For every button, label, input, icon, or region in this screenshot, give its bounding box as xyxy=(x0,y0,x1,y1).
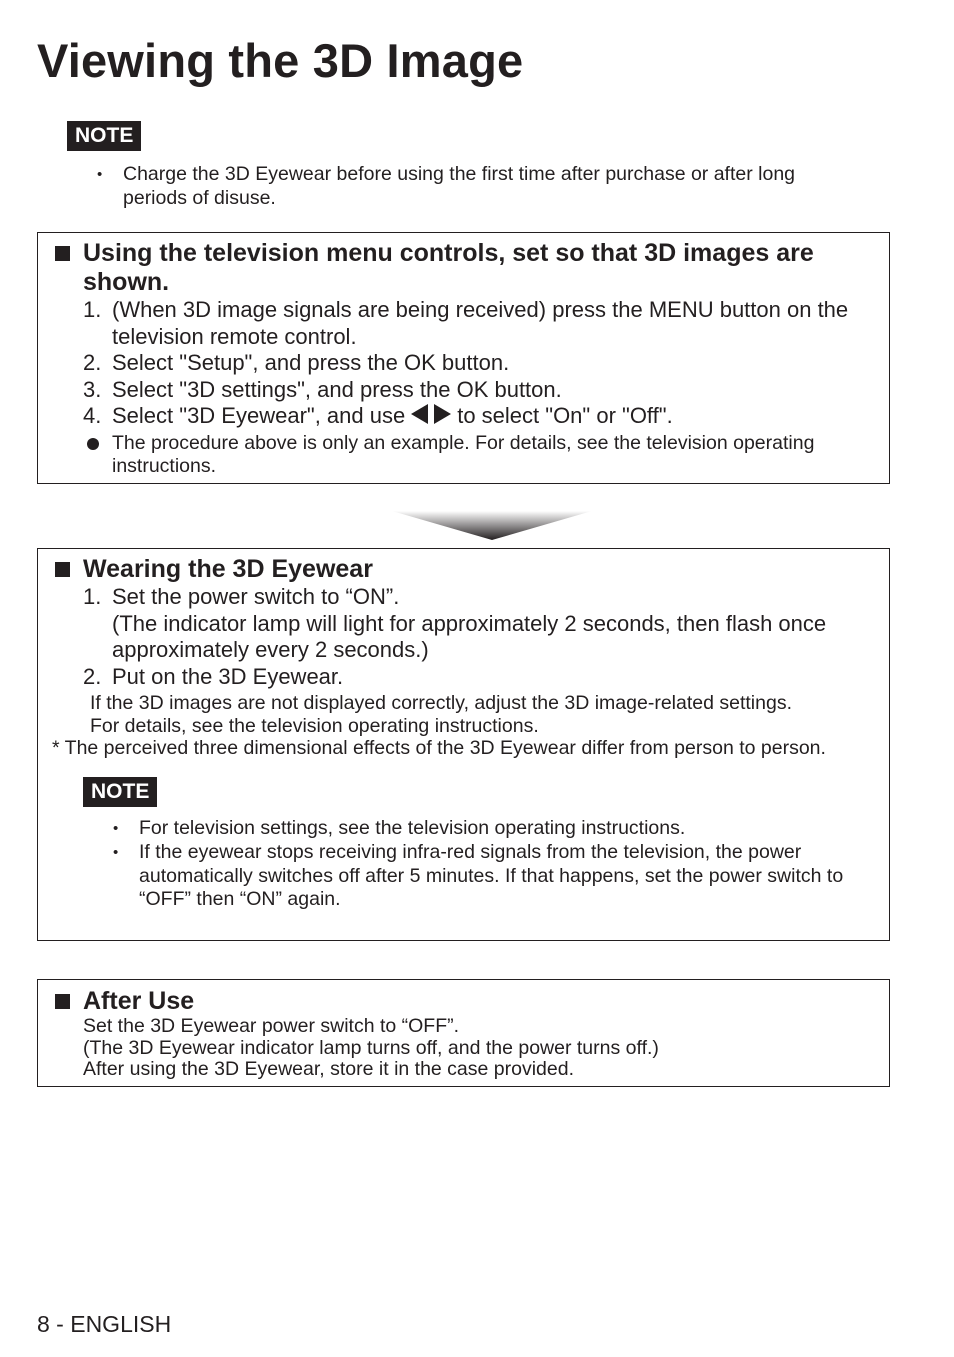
triangle-right-icon xyxy=(434,404,451,424)
step-item xyxy=(38,297,871,350)
step-text: Select "3D settings", and press the OK button. xyxy=(112,376,562,402)
step-text: Put on the 3D Eyewear. xyxy=(112,663,344,689)
step-item xyxy=(38,350,871,377)
section-tv-menu xyxy=(37,232,890,484)
note-list xyxy=(96,163,857,210)
step-item xyxy=(38,584,849,664)
step-text: Select "3D Eyewear", and use xyxy=(112,403,406,428)
step-item xyxy=(38,664,849,691)
procedure-note xyxy=(38,432,889,479)
after-use-line: Set the 3D Eyewear power switch to “OFF”. xyxy=(83,1015,460,1037)
note-item: • For television settings, see the television operating instructions. xyxy=(112,817,875,841)
down-arrow-icon xyxy=(392,511,592,541)
step-item xyxy=(38,403,871,430)
after-use-line: (The 3D Eyewear indicator lamp turns off, and the power turns off.) xyxy=(83,1036,659,1059)
note-inner xyxy=(38,777,889,912)
square-bullet-icon xyxy=(55,562,70,577)
step-text: (When 3D image signals are being received) press the MENU button on the television remote control. xyxy=(112,297,849,349)
step-number: 4. xyxy=(83,403,102,428)
note-badge: NOTE xyxy=(83,777,157,807)
step-number: 1. xyxy=(83,297,102,322)
section-heading xyxy=(38,555,889,584)
section-heading-text: Using the television menu controls, set so that 3D images are shown. xyxy=(83,239,814,296)
note-list xyxy=(112,817,889,912)
step-detail: (The indicator lamp will light for approximately 2 seconds, then flash once approximately every 2 seconds.) xyxy=(112,610,827,662)
step-number: 2. xyxy=(83,350,102,375)
footnote: * The perceived three dimensional effects of the 3D Eyewear differ from person to person. xyxy=(52,737,826,759)
step-text: to select "On" or "Off". xyxy=(457,403,673,428)
section-heading xyxy=(38,987,889,1016)
settings-info-line: For details, see the television operating instructions. xyxy=(90,715,539,737)
triangle-left-icon xyxy=(411,404,428,424)
note-item: • Charge the 3D Eyewear before using the first time after purchase or after long periods of disuse. xyxy=(96,163,857,210)
procedure-note-text: The procedure above is only an example. For details, see the television operating instructions. xyxy=(112,431,815,477)
after-use-line: After using the 3D Eyewear, store it in the case provided. xyxy=(83,1058,575,1080)
settings-info xyxy=(38,692,889,738)
section-heading-text: Wearing the 3D Eyewear xyxy=(83,555,373,583)
section-heading-text: After Use xyxy=(83,987,195,1015)
note-item: • If the eyewear stops receiving infra-red signals from the television, the power automatically switches off after 5 minutes. If that happens, set the power switch to “OFF” then “ON” again. xyxy=(112,841,875,912)
after-use-text xyxy=(38,1016,889,1081)
square-bullet-icon xyxy=(55,246,70,261)
section-heading xyxy=(38,239,889,297)
note-top xyxy=(67,121,857,210)
step-number: 3. xyxy=(83,376,102,402)
step-text: Set the power switch to “ON”. xyxy=(112,584,400,609)
steps-list xyxy=(38,584,889,690)
step-text: Select "Setup", and press the OK button. xyxy=(112,350,510,375)
step-number: 1. xyxy=(83,584,102,609)
settings-info-line: If the 3D images are not displayed correctly, adjust the 3D image-related settings. xyxy=(90,692,792,714)
round-bullet-icon xyxy=(87,438,99,450)
page-title: Viewing the 3D Image xyxy=(37,34,524,87)
note-badge: NOTE xyxy=(67,121,141,151)
square-bullet-icon xyxy=(55,994,70,1009)
page-footer: 8 - ENGLISH xyxy=(37,1311,172,1337)
step-number: 2. xyxy=(83,663,102,689)
step-item xyxy=(38,377,871,404)
section-after-use xyxy=(37,979,890,1087)
section-wearing xyxy=(37,548,890,941)
steps-list xyxy=(38,297,889,430)
